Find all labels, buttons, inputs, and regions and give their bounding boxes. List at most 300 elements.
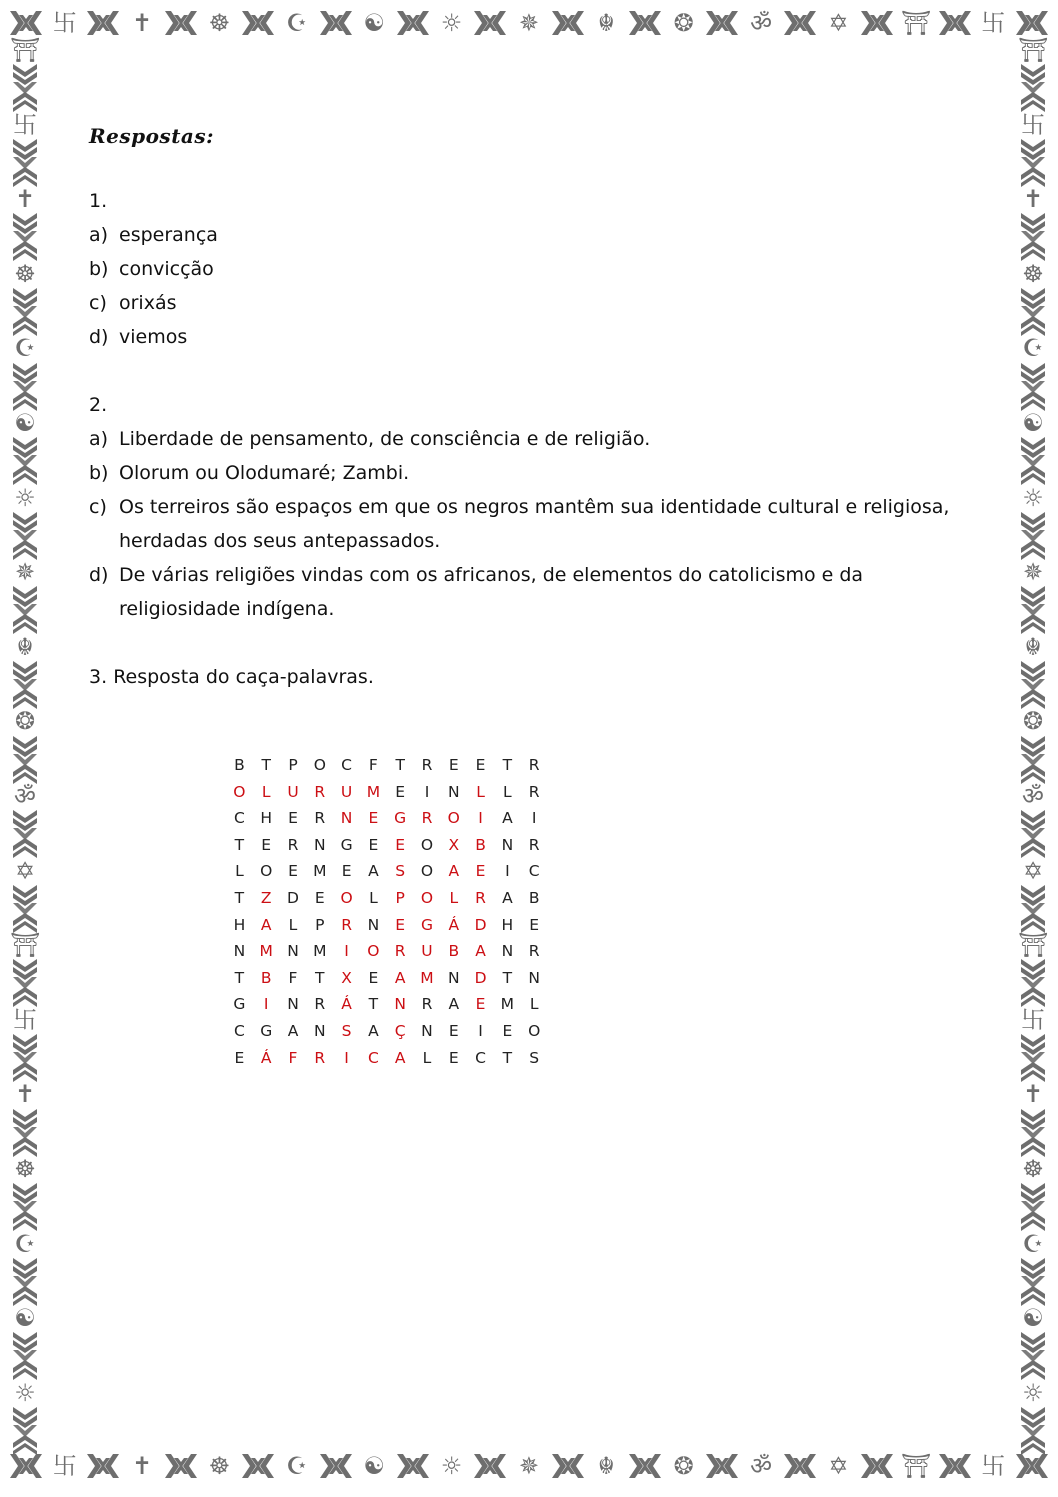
grid-letter: A — [502, 888, 513, 907]
chevron-ornament-icon — [1020, 1256, 1046, 1306]
chevron-ornament-icon — [12, 1107, 38, 1157]
grid-letter: A — [368, 862, 379, 881]
grid-letter: P — [288, 756, 298, 774]
answer-label: a) — [89, 224, 109, 246]
grid-letter: C — [475, 1048, 486, 1067]
chevron-ornament-icon — [12, 286, 38, 336]
grid-letter-highlighted: E — [475, 862, 486, 881]
chevron-ornament-icon — [12, 883, 38, 933]
yin-yang-icon: ☯ — [1022, 408, 1044, 437]
grid-letter: S — [529, 1048, 540, 1067]
baha-star-icon: ✵ — [14, 558, 36, 587]
answer-text: Olorum ou Olodumaré; Zambi. — [119, 462, 410, 484]
section-number: 3. — [89, 666, 108, 688]
grid-letter-highlighted: B — [475, 835, 486, 854]
section-number: 2. — [89, 394, 108, 416]
grid-letter-highlighted: B — [448, 942, 460, 961]
grid-letter: N — [313, 835, 326, 854]
star-of-david-icon: ✡ — [828, 9, 849, 37]
om-icon: ॐ — [14, 781, 36, 810]
cross-icon: ✝ — [132, 9, 153, 37]
grid-letter: C — [233, 809, 245, 828]
grid-letter: N — [528, 968, 540, 987]
grid-letter-highlighted: O — [367, 942, 380, 961]
answer-text: esperança — [119, 224, 218, 246]
grid-letter-highlighted: U — [287, 782, 299, 801]
grid-letter: N — [447, 782, 460, 801]
khanda-icon: ☬ — [597, 1452, 615, 1480]
answer-label: d) — [89, 564, 109, 586]
grid-letter-highlighted: A — [448, 862, 460, 881]
grid-letter: E — [234, 1048, 245, 1067]
grid-letter-highlighted: M — [420, 968, 434, 987]
grid-letter: E — [448, 1021, 459, 1040]
chevron-ornament-icon — [1020, 1330, 1046, 1380]
grid-letter-highlighted: R — [341, 915, 352, 934]
grid-letter-highlighted: X — [448, 835, 460, 854]
answer-label: c) — [89, 496, 107, 518]
grid-letter: A — [287, 1021, 299, 1040]
answer-text: Os terreiros são espaços em que os negros mantêm sua identidade cultural e religiosa, herdadas dos seus antepassados. — [119, 496, 950, 552]
grid-letter-highlighted: E — [368, 809, 379, 828]
chevron-ornament-icon — [552, 1450, 584, 1482]
dharma-wheel-icon: ☸ — [208, 9, 231, 37]
grid-letter-highlighted: N — [340, 809, 353, 828]
swastika-icon: 卐 — [981, 1452, 1006, 1480]
chevron-ornament-icon — [1020, 211, 1046, 261]
grid-letter: O — [420, 862, 434, 881]
chevron-ornament-icon — [784, 7, 816, 39]
chevron-ornament-icon — [1020, 883, 1046, 933]
grid-letter: L — [235, 862, 244, 881]
grid-letter: E — [288, 862, 298, 881]
grid-letter: B — [234, 756, 245, 774]
chevron-ornament-icon — [474, 7, 506, 39]
grid-letter: E — [288, 809, 298, 828]
grid-letter: G — [233, 995, 246, 1014]
grid-letter: T — [502, 1048, 513, 1067]
sun-icon: ☼ — [1022, 483, 1044, 512]
chevron-ornament-icon — [1016, 7, 1048, 39]
grid-letter-highlighted: I — [344, 1048, 349, 1067]
chevron-ornament-icon — [1020, 1405, 1046, 1455]
chevron-ornament-icon — [861, 7, 893, 39]
decorative-border-top — [10, 6, 1048, 40]
section-3 — [89, 660, 969, 694]
grid-letter: L — [422, 1048, 432, 1067]
grid-letter: E — [448, 1048, 459, 1067]
chevron-ornament-icon — [1020, 1107, 1046, 1157]
grid-letter-highlighted: O — [420, 888, 434, 907]
grid-letter: O — [528, 1021, 541, 1040]
swastika-icon: 卐 — [13, 1005, 37, 1034]
grid-letter-highlighted: R — [314, 782, 326, 801]
grid-letter: T — [234, 835, 245, 854]
chevron-ornament-icon — [706, 1450, 738, 1482]
chevron-ornament-icon — [706, 7, 738, 39]
crescent-star-icon: ☪ — [1022, 334, 1044, 363]
grid-letter: I — [424, 782, 430, 801]
grid-letter: E — [448, 756, 459, 774]
grid-letter: E — [368, 835, 379, 854]
dharma-wheel-icon: ☸ — [1022, 1154, 1044, 1183]
chevron-ornament-icon — [1020, 1181, 1046, 1231]
chevron-ornament-icon — [552, 7, 584, 39]
grid-letter-highlighted: A — [394, 968, 406, 987]
chevron-ornament-icon — [1020, 734, 1046, 784]
grid-letter: T — [368, 995, 379, 1014]
chevron-ornament-icon — [12, 62, 38, 112]
chevron-ornament-icon — [939, 7, 971, 39]
grid-letter: R — [528, 782, 540, 801]
chevron-ornament-icon — [12, 137, 38, 187]
grid-letter: R — [314, 809, 326, 828]
sun-icon: ☼ — [14, 483, 36, 512]
grid-letter-highlighted: C — [367, 1048, 379, 1067]
grid-letter: O — [260, 862, 273, 881]
grid-letter: B — [528, 888, 540, 907]
yin-yang-icon: ☯ — [363, 1452, 385, 1480]
grid-letter: C — [233, 1021, 245, 1040]
chevron-ornament-icon — [1020, 435, 1046, 485]
chevron-ornament-icon — [242, 7, 274, 39]
chevron-ornament-icon — [12, 435, 38, 485]
grid-letter: T — [234, 888, 245, 907]
grid-letter: T — [502, 968, 513, 987]
grid-letter-highlighted: G — [394, 809, 407, 828]
torii-icon: ⛩ — [10, 931, 41, 960]
grid-letter: E — [314, 888, 325, 907]
grid-letter: N — [287, 942, 299, 961]
grid-letter: R — [528, 942, 540, 961]
grid-letter: R — [528, 756, 540, 774]
grid-letter-highlighted: I — [478, 809, 483, 828]
chevron-ornament-icon — [1020, 62, 1046, 112]
chevron-ornament-icon — [397, 1450, 429, 1482]
chevron-ornament-icon — [1020, 361, 1046, 411]
grid-letter-highlighted: U — [421, 942, 433, 961]
grid-letter: E — [261, 835, 272, 854]
answer-item — [89, 218, 969, 252]
chevron-ornament-icon — [87, 1450, 119, 1482]
chevron-ornament-icon — [861, 1450, 893, 1482]
cross-icon: ✝ — [1022, 1080, 1044, 1109]
crescent-star-icon: ☪ — [14, 334, 36, 363]
grid-letter: E — [395, 782, 406, 801]
answers-document — [89, 124, 969, 694]
grid-letter-highlighted: Ç — [394, 1021, 406, 1040]
answer-item — [89, 252, 969, 286]
grid-letter: R — [421, 995, 433, 1014]
grid-letter: A — [502, 809, 513, 828]
answer-label: a) — [89, 428, 109, 450]
swastika-icon: 卐 — [13, 110, 37, 139]
grid-letter: L — [369, 888, 378, 907]
grid-letter: I — [505, 862, 510, 881]
dreamcatcher-icon: ❂ — [1022, 707, 1044, 736]
dreamcatcher-icon: ❂ — [673, 9, 694, 37]
grid-letter: T — [261, 756, 271, 774]
swastika-icon: 卐 — [52, 1452, 77, 1480]
grid-letter-highlighted: G — [420, 915, 433, 934]
grid-letter: F — [288, 968, 298, 987]
dharma-wheel-icon: ☸ — [208, 1452, 231, 1480]
grid-letter-highlighted: A — [475, 942, 486, 961]
dharma-wheel-icon: ☸ — [1022, 259, 1044, 288]
grid-letter-highlighted: I — [263, 995, 269, 1014]
chevron-ornament-icon — [1020, 659, 1046, 709]
grid-letter-highlighted: P — [395, 888, 405, 907]
torii-icon: ⛩ — [1018, 931, 1049, 960]
star-of-david-icon: ✡ — [828, 1452, 849, 1480]
grid-letter-highlighted: O — [447, 809, 460, 828]
grid-letter-highlighted: R — [475, 888, 486, 907]
grid-letter: N — [367, 915, 380, 934]
answer-text: convicção — [119, 258, 214, 280]
grid-letter: E — [502, 1021, 513, 1040]
sun-icon: ☼ — [440, 1452, 463, 1480]
sun-icon: ☼ — [1022, 1378, 1044, 1407]
answer-text: Liberdade de pensamento, de consciência e de religião. — [119, 428, 651, 450]
grid-letter: P — [315, 915, 325, 934]
grid-letter: T — [502, 756, 513, 774]
answer-text: orixás — [119, 292, 177, 314]
grid-letter-highlighted: R — [394, 942, 406, 961]
chevron-ornament-icon — [12, 659, 38, 709]
grid-letter: C — [341, 756, 352, 774]
grid-letter: T — [395, 756, 405, 774]
answer-label: b) — [89, 258, 109, 280]
chevron-ornament-icon — [1020, 957, 1046, 1007]
torii-icon: ⛩ — [900, 9, 932, 37]
grid-letter-highlighted: R — [314, 1048, 326, 1067]
chevron-ornament-icon — [320, 7, 352, 39]
om-icon: ॐ — [750, 1452, 772, 1480]
grid-letter: N — [313, 1021, 326, 1040]
chevron-ornament-icon — [474, 1450, 506, 1482]
crescent-star-icon: ☪ — [14, 1229, 36, 1258]
chevron-ornament-icon — [320, 1450, 352, 1482]
grid-letter-highlighted: L — [449, 888, 459, 907]
grid-letter-highlighted: I — [344, 942, 349, 961]
answer-label: d) — [89, 326, 109, 348]
grid-letter: F — [368, 756, 378, 774]
grid-letter: H — [260, 809, 273, 828]
answer-item — [89, 286, 969, 320]
answer-item — [89, 456, 969, 490]
grid-letter: N — [421, 1021, 433, 1040]
grid-letter: I — [531, 809, 537, 828]
chevron-ornament-icon — [939, 1450, 971, 1482]
crescent-star-icon: ☪ — [1022, 1229, 1044, 1258]
chevron-ornament-icon — [629, 7, 661, 39]
grid-letter: L — [503, 782, 512, 801]
answer-label: c) — [89, 292, 107, 314]
grid-letter: A — [368, 1021, 379, 1040]
chevron-ornament-icon — [12, 808, 38, 858]
grid-letter-highlighted: E — [395, 835, 406, 854]
decorative-border-right — [1016, 38, 1050, 1455]
answer-item — [89, 558, 969, 626]
grid-letter: R — [421, 756, 433, 774]
grid-letter: E — [475, 756, 486, 774]
grid-letter: H — [501, 915, 514, 934]
grid-letter: O — [313, 756, 326, 774]
grid-letter-highlighted: S — [341, 1021, 352, 1040]
section-2 — [89, 388, 969, 626]
grid-letter-highlighted: E — [395, 915, 406, 934]
dreamcatcher-icon: ❂ — [14, 707, 36, 736]
grid-letter-highlighted: M — [259, 942, 273, 961]
chevron-ornament-icon — [1020, 1032, 1046, 1082]
grid-letter-highlighted: E — [475, 995, 486, 1014]
grid-letter: M — [313, 862, 327, 881]
answer-item — [89, 320, 969, 354]
grid-letter: E — [529, 915, 540, 934]
grid-letter: E — [341, 862, 352, 881]
answer-text: viemos — [119, 326, 188, 348]
swastika-icon: 卐 — [1021, 110, 1045, 139]
chevron-ornament-icon — [12, 1405, 38, 1455]
grid-letter: R — [314, 995, 326, 1014]
chevron-ornament-icon — [12, 1032, 38, 1082]
grid-letter-highlighted: Á — [341, 995, 352, 1014]
grid-letter-highlighted: Á — [448, 915, 460, 934]
grid-letter: O — [420, 835, 434, 854]
chevron-ornament-icon — [87, 7, 119, 39]
star-of-david-icon: ✡ — [14, 856, 36, 885]
grid-letter: N — [447, 968, 460, 987]
grid-letter: T — [315, 968, 325, 987]
khanda-icon: ☬ — [1024, 632, 1042, 661]
grid-letter: D — [287, 888, 299, 907]
cross-icon: ✝ — [14, 185, 36, 214]
grid-letter-highlighted: S — [395, 862, 406, 881]
chevron-ornament-icon — [12, 361, 38, 411]
om-icon: ॐ — [750, 9, 772, 37]
grid-letter-highlighted: U — [340, 782, 353, 801]
section-text: Resposta do caça-palavras. — [113, 666, 374, 688]
chevron-ornament-icon — [10, 7, 42, 39]
grid-letter: G — [340, 835, 353, 854]
grid-letter-highlighted: X — [341, 968, 352, 987]
torii-icon: ⛩ — [900, 1452, 932, 1480]
sun-icon: ☼ — [14, 1378, 36, 1407]
yin-yang-icon: ☯ — [14, 408, 36, 437]
grid-letter-highlighted: A — [394, 1048, 406, 1067]
chevron-ornament-icon — [12, 957, 38, 1007]
yin-yang-icon: ☯ — [14, 1304, 36, 1333]
grid-letter-highlighted: A — [260, 915, 272, 934]
grid-letter: M — [500, 995, 515, 1014]
chevron-ornament-icon — [12, 584, 38, 634]
chevron-ornament-icon — [1020, 286, 1046, 336]
torii-icon: ⛩ — [10, 36, 41, 64]
cross-icon: ✝ — [132, 1452, 153, 1480]
om-icon: ॐ — [1022, 781, 1044, 810]
grid-letter: R — [287, 835, 299, 854]
grid-letter-highlighted: N — [394, 995, 406, 1014]
answer-text: De várias religiões vindas com os africanos, de elementos do catolicismo e da religiosidade indígena. — [119, 564, 864, 620]
grid-letter: H — [233, 915, 246, 934]
grid-letter: C — [528, 862, 540, 881]
grid-letter-highlighted: O — [340, 888, 353, 907]
grid-letter: A — [448, 995, 460, 1014]
grid-letter: N — [233, 942, 246, 961]
grid-letter: L — [529, 995, 539, 1014]
page-title: Respostas: — [89, 124, 215, 148]
chevron-ornament-icon — [242, 1450, 274, 1482]
yin-yang-icon: ☯ — [1022, 1304, 1044, 1333]
grid-letter-highlighted: R — [421, 809, 433, 828]
chevron-ornament-icon — [165, 7, 197, 39]
grid-letter-highlighted: D — [474, 968, 487, 987]
grid-letter-highlighted: L — [476, 782, 485, 801]
yin-yang-icon: ☯ — [363, 9, 385, 37]
baha-star-icon: ✵ — [1022, 558, 1044, 587]
baha-star-icon: ✵ — [518, 9, 539, 37]
cross-icon: ✝ — [14, 1080, 36, 1109]
answer-item — [89, 490, 969, 558]
section-1 — [89, 184, 969, 354]
swastika-icon: 卐 — [52, 9, 77, 37]
grid-letter: T — [234, 968, 245, 987]
chevron-ornament-icon — [1020, 137, 1046, 187]
answer-item — [89, 422, 969, 456]
grid-letter: N — [287, 995, 299, 1014]
decorative-border-bottom — [10, 1449, 1048, 1483]
chevron-ornament-icon — [1020, 808, 1046, 858]
grid-letter: N — [501, 942, 514, 961]
grid-letter: M — [313, 942, 327, 961]
chevron-ornament-icon — [165, 1450, 197, 1482]
swastika-icon: 卐 — [981, 9, 1006, 37]
grid-letter-highlighted: M — [366, 782, 381, 801]
chevron-ornament-icon — [629, 1450, 661, 1482]
grid-letter-highlighted: B — [260, 968, 272, 987]
decorative-border-left — [8, 38, 42, 1455]
star-of-david-icon: ✡ — [1022, 856, 1044, 885]
chevron-ornament-icon — [12, 1256, 38, 1306]
dharma-wheel-icon: ☸ — [14, 259, 36, 288]
section-number: 1. — [89, 190, 108, 212]
grid-letter-highlighted: L — [261, 782, 271, 801]
grid-letter: L — [288, 915, 298, 934]
swastika-icon: 卐 — [1021, 1005, 1045, 1034]
sun-icon: ☼ — [440, 9, 463, 37]
crescent-star-icon: ☪ — [286, 1452, 308, 1480]
chevron-ornament-icon — [397, 7, 429, 39]
answer-label: b) — [89, 462, 109, 484]
cross-icon: ✝ — [1022, 185, 1044, 214]
dharma-wheel-icon: ☸ — [14, 1154, 36, 1183]
grid-letter-highlighted: Z — [260, 888, 272, 907]
grid-letter-highlighted: D — [474, 915, 487, 934]
khanda-icon: ☬ — [597, 9, 615, 37]
chevron-ornament-icon — [12, 211, 38, 261]
grid-letter-highlighted: F — [288, 1048, 298, 1067]
word-search-grid — [226, 752, 548, 1071]
dreamcatcher-icon: ❂ — [673, 1452, 694, 1480]
grid-letter: N — [501, 835, 514, 854]
grid-letter-highlighted: Á — [260, 1048, 272, 1067]
chevron-ornament-icon — [12, 1181, 38, 1231]
grid-letter-highlighted: O — [233, 782, 246, 801]
grid-letter: R — [528, 835, 540, 854]
crescent-star-icon: ☪ — [286, 9, 308, 37]
torii-icon: ⛩ — [1018, 36, 1049, 64]
grid-letter: E — [368, 968, 379, 987]
